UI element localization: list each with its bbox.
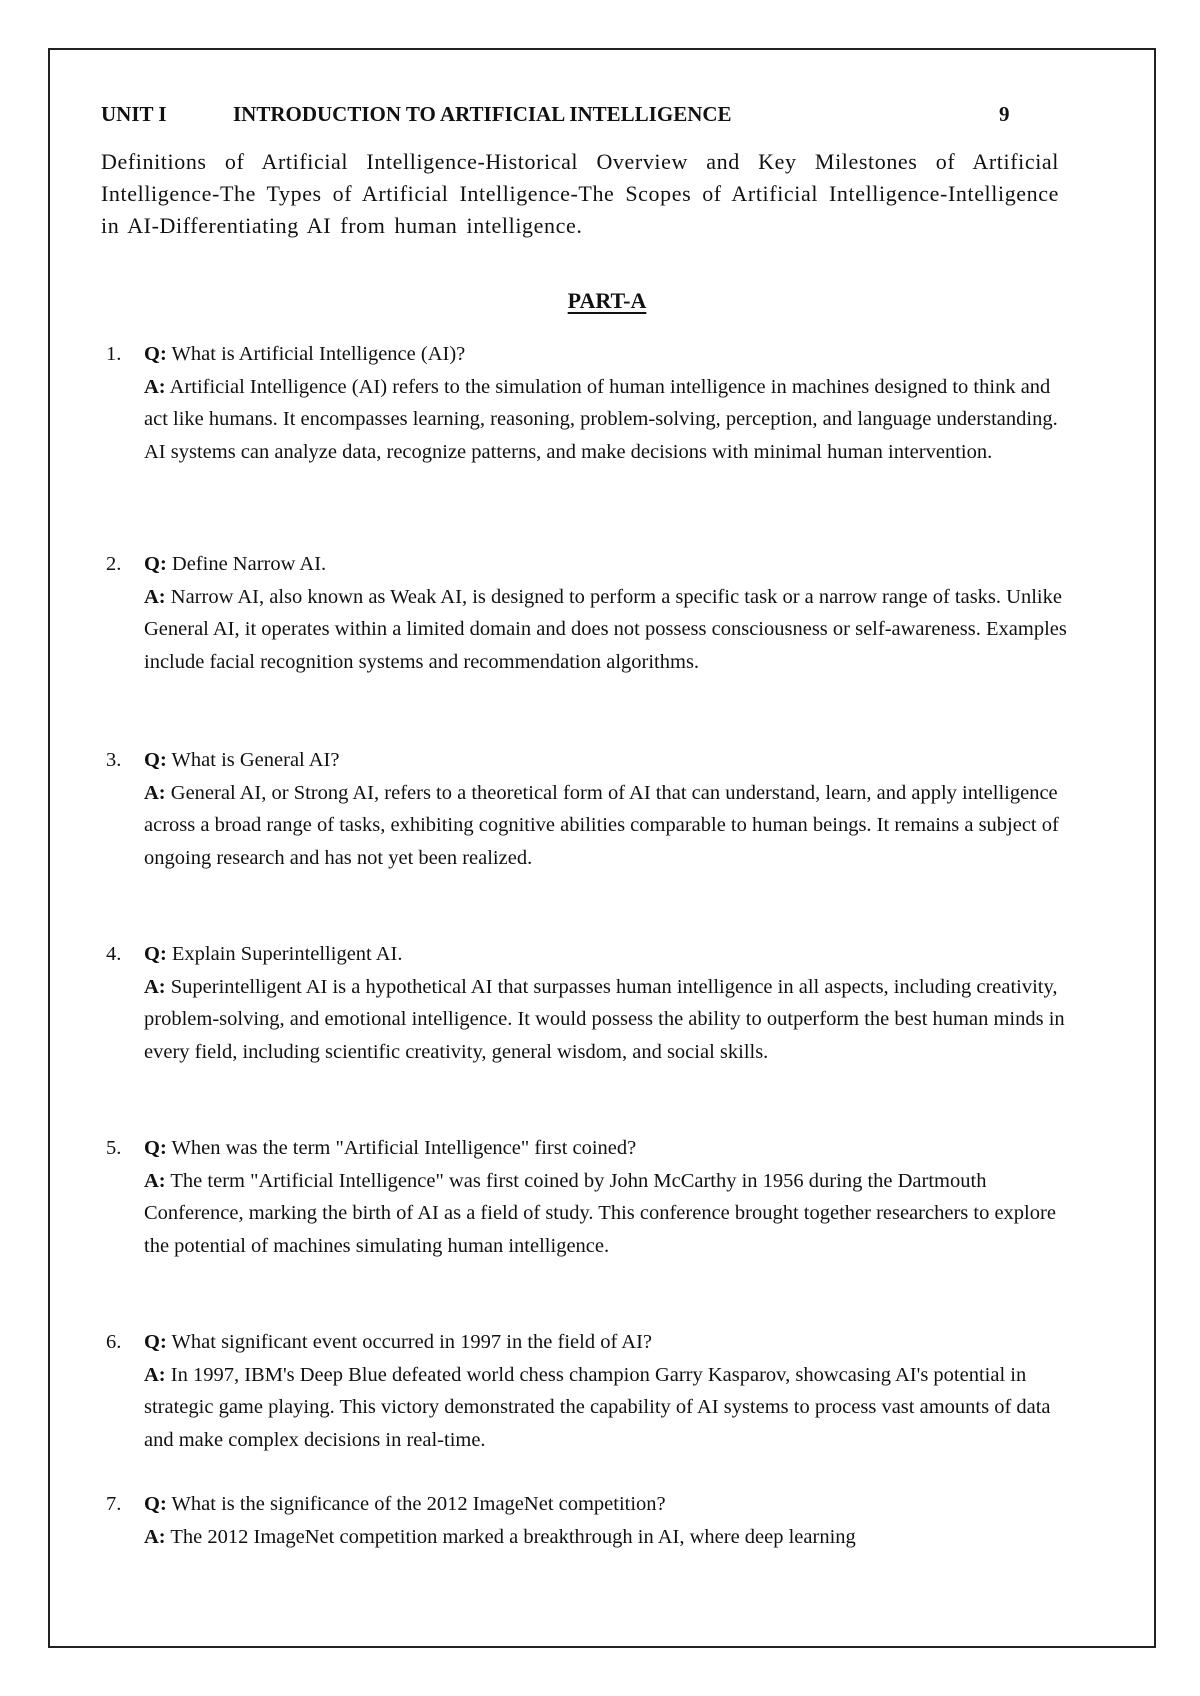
question-body — [144, 1132, 1074, 1262]
a-label: A: — [144, 1525, 166, 1548]
question-number: 4. — [106, 943, 122, 965]
unit-header — [101, 100, 1021, 128]
a-label: A: — [144, 781, 166, 804]
a-label: A: — [144, 1169, 166, 1192]
question-content: Define Narrow AI. — [171, 553, 327, 575]
unit-hours: 9 — [999, 102, 1010, 126]
question-content: What is the significance of the 2012 ImageNet competition? — [171, 1493, 666, 1515]
question-text — [144, 1488, 1074, 1521]
q-label: Q: — [144, 749, 167, 771]
answer-content: The term "Artificial Intelligence" was first coined by John McCarthy in 1956 during the Dartmouth Conference, marking the birth of AI as a field of study. This conference brought together researchers to explore the potential of machines simulating human intelligence. — [144, 1169, 1056, 1257]
question-body — [144, 1326, 1074, 1456]
question-text — [144, 338, 1074, 371]
part-heading-text: PART-A — [567, 288, 647, 313]
question-content: What is General AI? — [171, 749, 340, 771]
q-label: Q: — [144, 943, 167, 965]
answer-content: General AI, or Strong AI, refers to a theoretical form of AI that can understand, learn, and apply intelligence across a broad range of tasks, exhibiting cognitive abilities comparable to human beings. It remains a subject of ongoing research and has not yet been realized. — [144, 781, 1059, 869]
question-number: 7. — [106, 1493, 122, 1515]
question-body — [144, 744, 1074, 874]
question-text — [144, 1132, 1074, 1165]
answer-content: The 2012 ImageNet competition marked a breakthrough in AI, where deep learning — [170, 1525, 856, 1548]
question-content: Explain Superintelligent AI. — [171, 943, 403, 965]
question-body — [144, 938, 1074, 1068]
answer-text — [144, 581, 1074, 679]
question-number: 6. — [106, 1331, 122, 1353]
answer-text — [144, 1165, 1074, 1263]
answer-text — [144, 371, 1074, 469]
answer-text — [144, 777, 1074, 875]
question-text — [144, 938, 1074, 971]
question-text — [144, 548, 1074, 581]
a-label: A: — [144, 375, 166, 398]
question-number: 3. — [106, 749, 122, 771]
unit-label: UNIT I — [101, 102, 167, 126]
question-text — [144, 1326, 1074, 1359]
question-body — [144, 338, 1074, 468]
a-label: A: — [144, 585, 166, 608]
q-label: Q: — [144, 1137, 167, 1159]
syllabus-paragraph: Definitions of Artificial Intelligence-Historical Overview and Key Milestones of Artificial Intelligence-The Types of Artificial Intelligence-The Scopes of Artificial Intelligence-Intelligence in AI-Differentiating AI from human intelligence. — [101, 149, 1059, 238]
a-label: A: — [144, 1363, 166, 1386]
q-label: Q: — [144, 1493, 167, 1515]
question-body — [144, 1488, 1074, 1553]
question-number: 5. — [106, 1137, 122, 1159]
q-label: Q: — [144, 343, 167, 365]
question-body — [144, 548, 1074, 678]
answer-content: In 1997, IBM's Deep Blue defeated world chess champion Garry Kasparov, showcasing AI's potential in strategic game playing. This victory demonstrated the capability of AI systems to process vast amounts of data and make complex decisions in real-time. — [144, 1363, 1051, 1451]
answer-text — [144, 971, 1074, 1069]
question-content: What significant event occurred in 1997 in the field of AI? — [171, 1331, 652, 1353]
answer-content: Narrow AI, also known as Weak AI, is designed to perform a specific task or a narrow range of tasks. Unlike General AI, it operates within a limited domain and does not possess consciousness or self-awareness. Examples include facial recognition systems and recommendation algorithms. — [144, 585, 1067, 673]
question-content: What is Artificial Intelligence (AI)? — [171, 343, 466, 365]
answer-text — [144, 1359, 1074, 1457]
unit-title: INTRODUCTION TO ARTIFICIAL INTELLIGENCE — [233, 102, 732, 126]
question-number: 2. — [106, 553, 122, 575]
q-label: Q: — [144, 553, 167, 575]
q-label: Q: — [144, 1331, 167, 1353]
question-content: When was the term "Artificial Intelligence" first coined? — [171, 1137, 637, 1159]
answer-text — [144, 1521, 1074, 1554]
part-heading — [0, 286, 1200, 316]
answer-content: Artificial Intelligence (AI) refers to the simulation of human intelligence in machines designed to think and act like humans. It encompasses learning, reasoning, problem-solving, perception, and language understanding. AI systems can analyze data, recognize patterns, and make decisions with minimal human intervention. — [144, 375, 1058, 463]
answer-content: Superintelligent AI is a hypothetical AI that surpasses human intelligence in all aspects, including creativity, problem-solving, and emotional intelligence. It would possess the ability to outperform the best human minds in every field, including scientific creativity, general wisdom, and social skills. — [144, 975, 1065, 1063]
question-number: 1. — [106, 343, 122, 365]
a-label: A: — [144, 975, 166, 998]
question-text — [144, 744, 1074, 777]
